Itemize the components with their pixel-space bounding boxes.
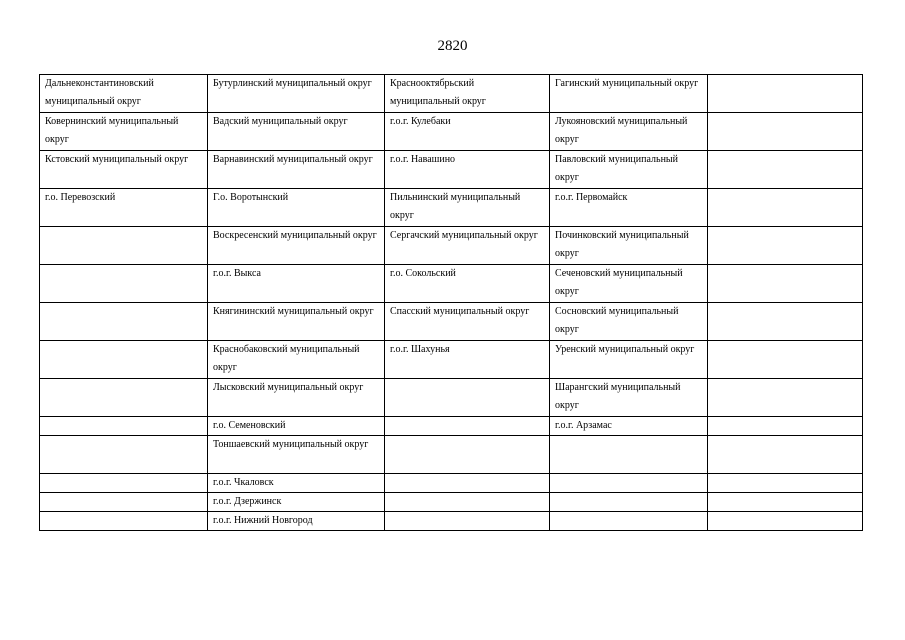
table-cell — [40, 341, 208, 379]
table-cell: Шарангский муниципальный округ — [550, 379, 708, 417]
table-cell — [40, 227, 208, 265]
table-cell: Пильнинский муниципальный округ — [385, 189, 550, 227]
table-cell — [708, 113, 863, 151]
table-cell — [550, 474, 708, 493]
table-cell: г.о.г. Кулебаки — [385, 113, 550, 151]
table-cell: г.о.г. Дзержинск — [208, 493, 385, 512]
table-cell: Кстовский муниципальный округ — [40, 151, 208, 189]
table-cell: Лукояновский муниципальный округ — [550, 113, 708, 151]
table-row — [40, 189, 863, 227]
table-cell: Ковернинский муниципальный округ — [40, 113, 208, 151]
table-cell: Сосновский муниципальный округ — [550, 303, 708, 341]
table-row — [40, 227, 863, 265]
table-row — [40, 341, 863, 379]
table-body — [40, 75, 863, 531]
table-cell — [708, 436, 863, 474]
table-cell — [708, 417, 863, 436]
municipalities-table — [39, 74, 863, 531]
table-cell — [708, 227, 863, 265]
page-number: 2820 — [437, 38, 468, 54]
table-cell: г.о.г. Арзамас — [550, 417, 708, 436]
table-cell — [40, 303, 208, 341]
table-cell — [708, 474, 863, 493]
table-row — [40, 303, 863, 341]
table-cell — [40, 512, 208, 531]
table-cell — [708, 512, 863, 531]
table-cell: Краснооктябрьский муниципальный округ — [385, 75, 550, 113]
table-cell — [385, 474, 550, 493]
table-cell — [550, 493, 708, 512]
table-row — [40, 436, 863, 474]
table-cell — [550, 512, 708, 531]
table-cell: г.о.г. Нижний Новгород — [208, 512, 385, 531]
table-cell — [708, 265, 863, 303]
table-cell: Починковский муниципальный округ — [550, 227, 708, 265]
table-cell: г.о.г. Шахунья — [385, 341, 550, 379]
table-cell: Сеченовский муниципальный округ — [550, 265, 708, 303]
table-cell: Варнавинский муниципальный округ — [208, 151, 385, 189]
table-cell — [708, 75, 863, 113]
table-cell: Княгининский муниципальный округ — [208, 303, 385, 341]
table-cell — [40, 379, 208, 417]
table-row — [40, 75, 863, 113]
table-cell — [385, 436, 550, 474]
table-cell: Тоншаевский муниципальный округ — [208, 436, 385, 474]
table-cell: г.о.г. Выкса — [208, 265, 385, 303]
table-cell: Бутурлинский муниципальный округ — [208, 75, 385, 113]
table-cell — [708, 303, 863, 341]
table-cell — [40, 265, 208, 303]
table-row — [40, 265, 863, 303]
table-cell: Уренский муниципальный округ — [550, 341, 708, 379]
table-cell: г.о. Семеновский — [208, 417, 385, 436]
table-cell: Гагинский муниципальный округ — [550, 75, 708, 113]
table-cell: Павловский муниципальный округ — [550, 151, 708, 189]
table-cell: Спасский муниципальный округ — [385, 303, 550, 341]
table-cell: Сергачский муниципальный округ — [385, 227, 550, 265]
table-cell: Г.о. Воротынский — [208, 189, 385, 227]
table-cell — [40, 417, 208, 436]
table-cell — [708, 189, 863, 227]
table-row — [40, 493, 863, 512]
table-cell: Краснобаковский муниципальный округ — [208, 341, 385, 379]
table-cell: г.о. Перевозский — [40, 189, 208, 227]
table-cell — [385, 417, 550, 436]
table-cell: г.о.г. Навашино — [385, 151, 550, 189]
table-cell: г.о.г. Чкаловск — [208, 474, 385, 493]
table-row — [40, 113, 863, 151]
table-row — [40, 417, 863, 436]
table-cell — [708, 151, 863, 189]
table-cell — [708, 379, 863, 417]
table-cell — [40, 474, 208, 493]
table-row — [40, 379, 863, 417]
table-cell — [708, 493, 863, 512]
table-cell — [40, 493, 208, 512]
table-cell: Лысковский муниципальный округ — [208, 379, 385, 417]
table-cell — [385, 493, 550, 512]
table-cell: Дальнеконстантиновский муниципальный округ — [40, 75, 208, 113]
table-cell: г.о. Сокольский — [385, 265, 550, 303]
table-row — [40, 474, 863, 493]
table-cell — [708, 341, 863, 379]
table-cell: Вадский муниципальный округ — [208, 113, 385, 151]
table-cell — [385, 379, 550, 417]
table-cell: г.о.г. Первомайск — [550, 189, 708, 227]
table-cell — [40, 436, 208, 474]
table-cell — [550, 436, 708, 474]
table-row — [40, 512, 863, 531]
table-cell — [385, 512, 550, 531]
table-row — [40, 151, 863, 189]
table-cell: Воскресенский муниципальный округ — [208, 227, 385, 265]
